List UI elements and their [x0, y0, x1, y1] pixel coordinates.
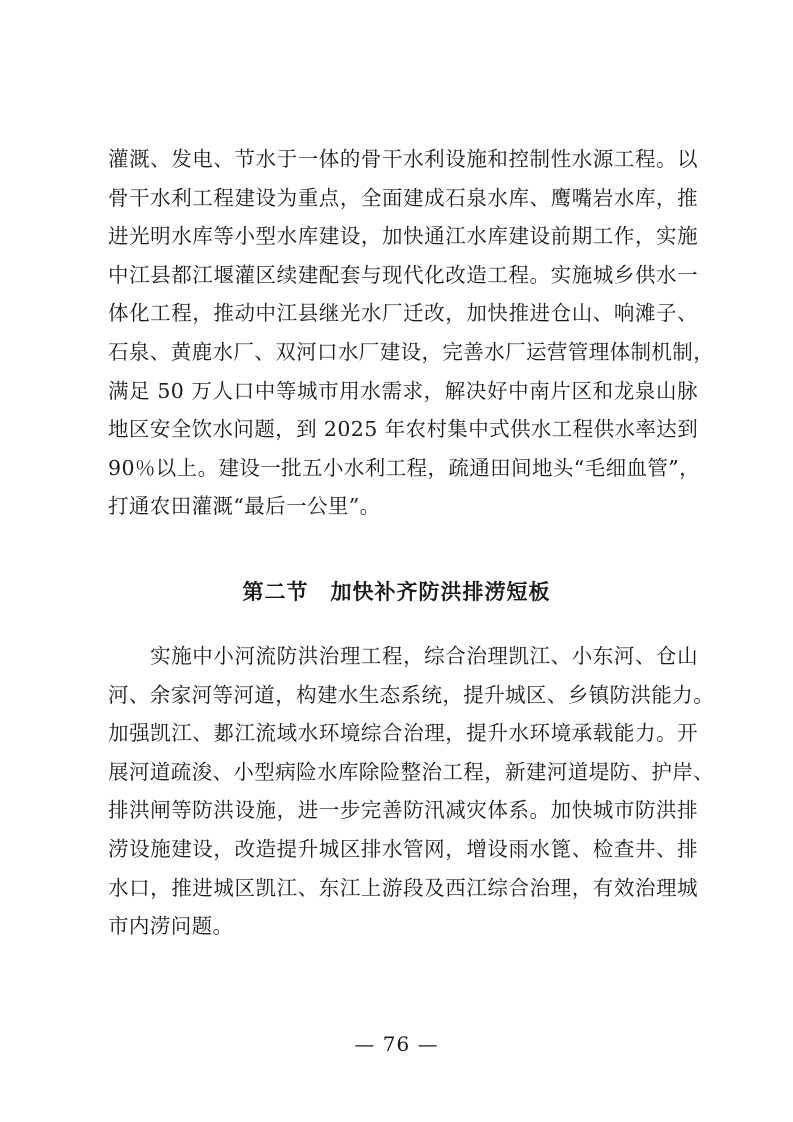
- paragraph-line: 加强凯江、郪江流域水环境综合治理，提升水环境承载能力。开: [108, 721, 698, 746]
- paragraph-line: 灌溉、发电、节水于一体的骨干水利设施和控制性水源工程。以: [108, 147, 698, 171]
- paragraph-line: 进光明水库等小型水库建设，加快通江水库建设前期工作，实施: [108, 224, 698, 249]
- paragraph-flood-control: [108, 637, 715, 946]
- paragraph-line: 打通农田灌溉“最后一公里”。: [108, 494, 381, 519]
- paragraph-line: 90％以上。建设一批五小水利工程，疏通田间地头“毛细血管”，: [108, 455, 701, 480]
- paragraph-line: 涝设施建设，改造提升城区排水管网，增设雨水篦、检查井、排: [108, 836, 698, 861]
- paragraph-line: 骨干水利工程建设为重点，全面建成石泉水库、鹰嘴岩水库，推: [108, 185, 698, 210]
- paragraph-line: 中江县都江堰灌区续建配套与现代化改造工程。实施城乡供水一: [108, 262, 698, 287]
- paragraph-line: 排洪闸等防洪设施，进一步完善防汛减灾体系。加快城市防洪排: [108, 798, 698, 823]
- paragraph-line: 满足 50 万人口中等城市用水需求，解决好中南片区和龙泉山脉: [108, 378, 698, 403]
- paragraph-line: 实施中小河流防洪治理工程，综合治理凯江、小东河、仓山: [108, 644, 698, 668]
- paragraph-line: 展河道疏浚、小型病险水库除险整治工程，新建河道堤防、护岸、: [108, 759, 715, 784]
- paragraph-line: 水口，推进城区凯江、东江上游段及西江综合治理，有效治理城: [108, 875, 698, 900]
- page-number: — 76 —: [354, 1032, 439, 1056]
- section-heading: 第二节 加快补齐防洪排涝短板: [242, 580, 551, 604]
- paragraph-line: 河、余家河等河道，构建水生态系统，提升城区、乡镇防洪能力。: [108, 682, 715, 707]
- paragraph-line: 石泉、黄鹿水厂、双河口水厂建设，完善水厂运营管理体制机制，: [108, 339, 715, 364]
- paragraph-line: 市内涝问题。: [108, 914, 234, 939]
- paragraph-water-infrastructure: [108, 140, 715, 526]
- paragraph-line: 体化工程，推动中江县继光水厂迁改，加快推进仓山、响滩子、: [108, 301, 698, 326]
- paragraph-line: 地区安全饮水问题，到 2025 年农村集中式供水工程供水率达到: [108, 417, 699, 442]
